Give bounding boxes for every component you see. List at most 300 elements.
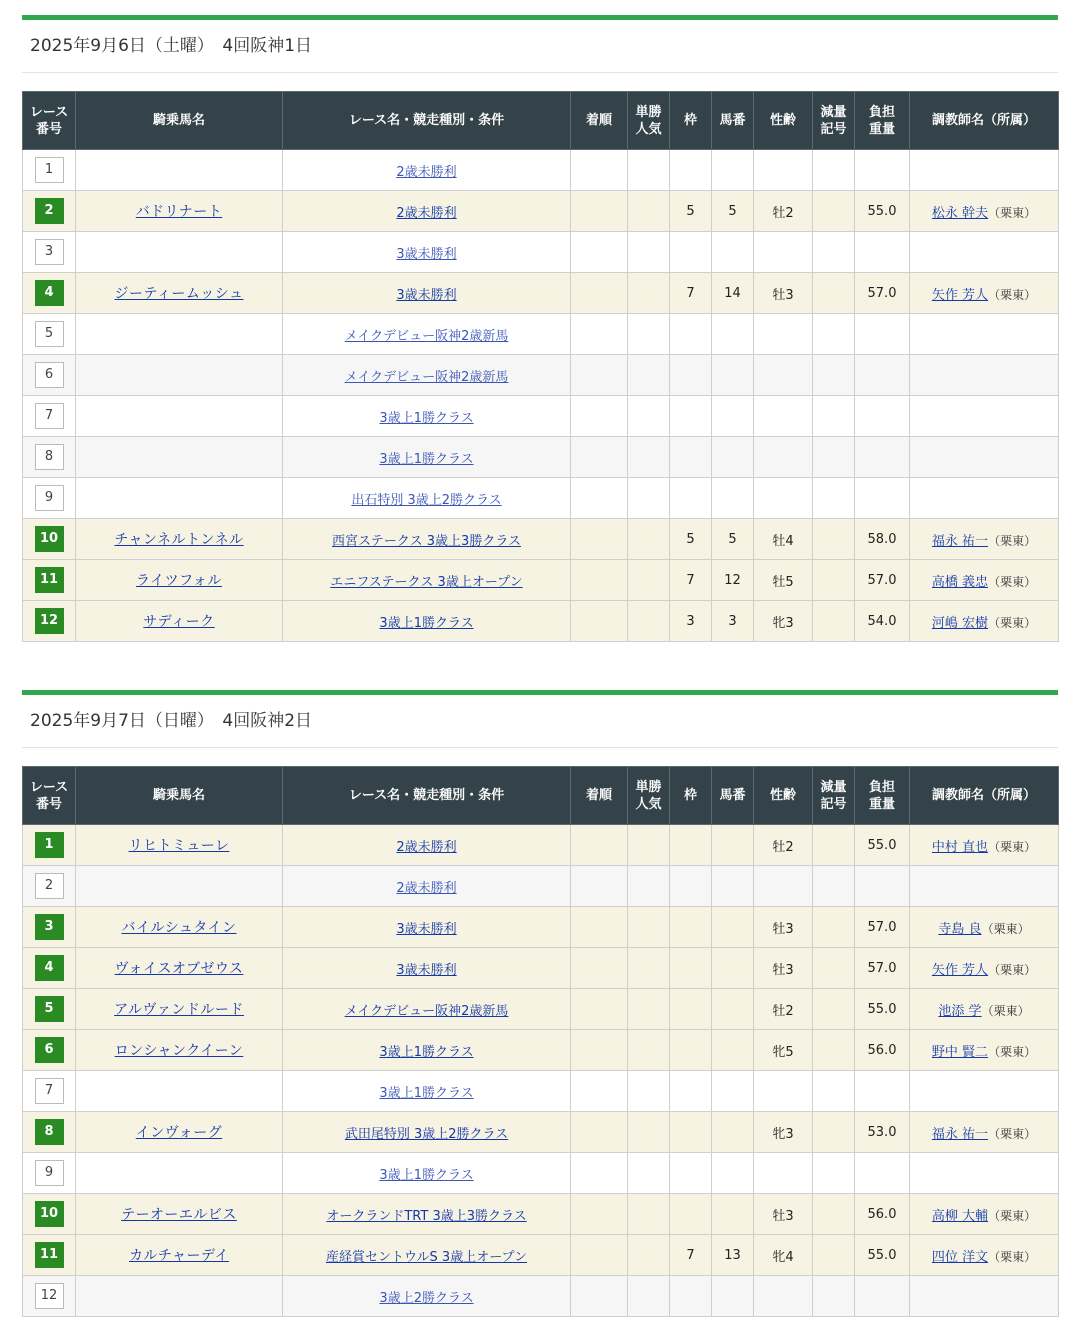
race-name-link[interactable]: 2歳未勝利 [396, 205, 457, 221]
race-number-cell [23, 825, 76, 866]
trainer-link[interactable]: 矢作 芳人 [931, 287, 989, 303]
popularity-cell [628, 150, 670, 191]
reduction-cell [813, 866, 855, 907]
horse-cell [76, 355, 283, 396]
trainer-cell [910, 478, 1059, 519]
horse-name-link[interactable]: ライツフォル [136, 573, 222, 589]
trainer-cell [910, 1071, 1059, 1112]
race-number-badge: 10 [35, 526, 64, 552]
race-row [23, 437, 1059, 478]
finish-cell [571, 1153, 628, 1194]
race-row [23, 150, 1059, 191]
sex-age-cell: 牡2 [754, 989, 813, 1030]
race-name-cell [283, 355, 571, 396]
race-name-cell [283, 948, 571, 989]
trainer-cell [910, 825, 1059, 866]
trainer-link[interactable]: 福永 祐一 [931, 533, 989, 549]
trainer-link[interactable]: 四位 洋文 [931, 1249, 989, 1265]
race-name-link[interactable]: 3歳未勝利 [396, 962, 457, 978]
waku-cell [670, 1153, 712, 1194]
horse-name-link[interactable]: ジーティームッシュ [114, 286, 244, 302]
weight-cell [855, 150, 910, 191]
trainer-cell [910, 1235, 1059, 1276]
reduction-cell [813, 1235, 855, 1276]
horse-name-link[interactable]: カルチャーデイ [128, 1248, 230, 1264]
waku-cell: 3 [670, 601, 712, 642]
race-name-link[interactable]: メイクデビュー阪神2歳新馬 [344, 1003, 509, 1019]
race-number-badge: 2 [35, 198, 64, 224]
umaban-cell [712, 1071, 754, 1112]
race-name-link[interactable]: 3歳上1勝クラス [379, 410, 474, 426]
trainer-cell [910, 191, 1059, 232]
reduction-cell [813, 1153, 855, 1194]
trainer-cell [910, 273, 1059, 314]
finish-cell [571, 437, 628, 478]
umaban-cell: 3 [712, 601, 754, 642]
race-name-cell [283, 1153, 571, 1194]
trainer-link[interactable]: 福永 祐一 [931, 1126, 989, 1142]
race-name-link[interactable]: オークランドTRT 3歳上3勝クラス [326, 1208, 527, 1224]
reduction-cell [813, 560, 855, 601]
race-row [23, 866, 1059, 907]
trainer-affiliation: （栗東） [988, 287, 1037, 302]
finish-cell [571, 907, 628, 948]
race-number-badge: 5 [35, 321, 64, 347]
race-number-badge: 2 [35, 873, 64, 899]
finish-cell [571, 948, 628, 989]
race-number-cell [23, 150, 76, 191]
race-name-link[interactable]: メイクデビュー阪神2歳新馬 [344, 328, 509, 344]
race-number-cell [23, 1276, 76, 1317]
trainer-affiliation: （栗東） [988, 205, 1037, 220]
umaban-cell: 14 [712, 273, 754, 314]
umaban-cell [712, 1276, 754, 1317]
umaban-cell [712, 1194, 754, 1235]
reduction-cell [813, 150, 855, 191]
popularity-cell [628, 355, 670, 396]
race-number-badge: 3 [35, 914, 64, 940]
waku-cell: 5 [670, 191, 712, 232]
umaban-cell [712, 437, 754, 478]
horse-cell [76, 273, 283, 314]
race-row [23, 396, 1059, 437]
trainer-cell [910, 150, 1059, 191]
umaban-cell [712, 1030, 754, 1071]
header-sex-age: 性齢 [754, 92, 813, 150]
header-reduction: 減量 記号 [813, 767, 855, 825]
race-name-cell [283, 1030, 571, 1071]
reduction-cell [813, 191, 855, 232]
race-number-cell [23, 601, 76, 642]
horse-name-link[interactable]: ロンシャンクイーン [114, 1043, 244, 1059]
horse-cell [76, 601, 283, 642]
umaban-cell [712, 1112, 754, 1153]
weight-cell [855, 1071, 910, 1112]
race-row [23, 1153, 1059, 1194]
trainer-link[interactable]: 河嶋 宏樹 [931, 615, 989, 631]
sex-age-cell [754, 478, 813, 519]
trainer-affiliation: （栗東） [988, 962, 1037, 977]
waku-cell [670, 150, 712, 191]
popularity-cell [628, 1112, 670, 1153]
race-number-badge: 12 [35, 608, 64, 634]
race-number-cell [23, 1194, 76, 1235]
horse-cell [76, 866, 283, 907]
trainer-cell [910, 437, 1059, 478]
trainer-cell [910, 948, 1059, 989]
horse-name-link[interactable]: アルヴァンドルード [114, 1002, 244, 1018]
race-number-cell [23, 989, 76, 1030]
waku-cell [670, 355, 712, 396]
trainer-cell [910, 314, 1059, 355]
race-table [22, 766, 1059, 1317]
trainer-link[interactable]: 寺島 良 [938, 921, 982, 937]
weight-cell [855, 437, 910, 478]
race-name-link[interactable]: メイクデビュー阪神2歳新馬 [344, 369, 509, 385]
race-number-badge: 3 [35, 239, 64, 265]
popularity-cell [628, 519, 670, 560]
race-name-cell [283, 989, 571, 1030]
race-name-link[interactable]: 産経賞セントウルS 3歳上オープン [325, 1249, 528, 1265]
weight-cell [855, 1153, 910, 1194]
finish-cell [571, 560, 628, 601]
waku-cell [670, 396, 712, 437]
sex-age-cell: 牝3 [754, 601, 813, 642]
sex-age-cell: 牡3 [754, 273, 813, 314]
race-number-badge: 1 [35, 832, 64, 858]
sex-age-cell [754, 396, 813, 437]
waku-cell: 7 [670, 273, 712, 314]
popularity-cell [628, 1276, 670, 1317]
race-number-badge: 4 [35, 955, 64, 981]
popularity-cell [628, 437, 670, 478]
trainer-cell [910, 1030, 1059, 1071]
race-name-link[interactable]: 3歳未勝利 [396, 921, 457, 937]
race-name-link[interactable]: 3歳上2勝クラス [379, 1290, 474, 1306]
umaban-cell [712, 907, 754, 948]
popularity-cell [628, 948, 670, 989]
trainer-link[interactable]: 高柳 大輔 [931, 1208, 989, 1224]
umaban-cell: 13 [712, 1235, 754, 1276]
sex-age-cell: 牡3 [754, 948, 813, 989]
race-name-link[interactable]: 3歳上1勝クラス [379, 1044, 474, 1060]
race-row [23, 478, 1059, 519]
race-row [23, 1235, 1059, 1276]
race-row [23, 601, 1059, 642]
horse-name-link[interactable]: インヴォーグ [135, 1125, 223, 1141]
race-name-link[interactable]: 2歳未勝利 [396, 839, 457, 855]
horse-name-link[interactable]: ヴォイスオブゼウス [114, 961, 244, 977]
race-number-badge: 12 [35, 1283, 64, 1309]
waku-cell [670, 989, 712, 1030]
sex-age-cell: 牡3 [754, 1194, 813, 1235]
trainer-cell [910, 1112, 1059, 1153]
finish-cell [571, 191, 628, 232]
sex-age-cell: 牡4 [754, 519, 813, 560]
sex-age-cell [754, 232, 813, 273]
trainer-affiliation: （栗東） [988, 615, 1037, 630]
race-row [23, 273, 1059, 314]
popularity-cell [628, 907, 670, 948]
horse-name-link[interactable]: チャンネルトンネル [114, 532, 244, 548]
umaban-cell [712, 355, 754, 396]
trainer-cell [910, 1153, 1059, 1194]
race-name-link[interactable]: 2歳未勝利 [396, 164, 457, 180]
trainer-cell [910, 519, 1059, 560]
popularity-cell [628, 232, 670, 273]
reduction-cell [813, 907, 855, 948]
trainer-link[interactable]: 野中 賢二 [931, 1044, 989, 1060]
weight-cell: 58.0 [855, 519, 910, 560]
race-number-badge: 5 [35, 996, 64, 1022]
horse-cell [76, 396, 283, 437]
day-section-1 [22, 15, 1058, 631]
reduction-cell [813, 948, 855, 989]
weight-cell [855, 1276, 910, 1317]
race-row [23, 989, 1059, 1030]
umaban-cell [712, 948, 754, 989]
reduction-cell [813, 601, 855, 642]
trainer-link[interactable]: 中村 直也 [931, 839, 989, 855]
popularity-cell [628, 601, 670, 642]
race-name-link[interactable]: 3歳上1勝クラス [379, 1085, 474, 1101]
trainer-cell [910, 355, 1059, 396]
trainer-affiliation: （栗東） [988, 1249, 1037, 1264]
race-number-cell [23, 1112, 76, 1153]
sex-age-cell [754, 1276, 813, 1317]
horse-cell [76, 232, 283, 273]
race-number-cell [23, 1071, 76, 1112]
finish-cell [571, 314, 628, 355]
popularity-cell [628, 478, 670, 519]
horse-cell [76, 314, 283, 355]
race-number-badge: 1 [35, 157, 64, 183]
race-number-cell [23, 232, 76, 273]
waku-cell [670, 437, 712, 478]
umaban-cell: 5 [712, 191, 754, 232]
finish-cell [571, 601, 628, 642]
race-table [22, 91, 1059, 642]
race-name-link[interactable]: 3歳未勝利 [396, 246, 457, 262]
trainer-affiliation: （栗東） [981, 1003, 1030, 1018]
race-name-cell [283, 396, 571, 437]
sex-age-cell [754, 437, 813, 478]
header-weight: 負担 重量 [855, 767, 910, 825]
umaban-cell [712, 1153, 754, 1194]
race-row [23, 907, 1059, 948]
race-number-badge: 11 [35, 1242, 64, 1268]
race-row [23, 355, 1059, 396]
finish-cell [571, 396, 628, 437]
header-popularity: 単勝 人気 [628, 767, 670, 825]
race-name-link[interactable]: 2歳未勝利 [396, 880, 457, 896]
finish-cell [571, 1276, 628, 1317]
umaban-cell [712, 314, 754, 355]
umaban-cell: 12 [712, 560, 754, 601]
sex-age-cell [754, 1071, 813, 1112]
race-row [23, 560, 1059, 601]
section-title: 2025年9月7日（日曜） 4回阪神2日 [22, 695, 1058, 748]
reduction-cell [813, 1276, 855, 1317]
umaban-cell [712, 825, 754, 866]
reduction-cell [813, 478, 855, 519]
sex-age-cell [754, 314, 813, 355]
race-number-badge: 11 [35, 567, 64, 593]
race-row [23, 1030, 1059, 1071]
race-name-link[interactable]: エニフステークス 3歳上オープン [330, 574, 523, 590]
header-umaban: 馬番 [712, 92, 754, 150]
horse-name-link[interactable]: サディーク [143, 614, 215, 630]
trainer-link[interactable]: 松永 幹夫 [931, 205, 989, 221]
race-name-link[interactable]: 3歳上1勝クラス [379, 451, 474, 467]
header-umaban: 馬番 [712, 767, 754, 825]
trainer-affiliation: （栗東） [988, 574, 1037, 589]
trainer-cell [910, 989, 1059, 1030]
day-section-2 [22, 690, 1058, 1306]
weight-cell: 57.0 [855, 560, 910, 601]
trainer-affiliation: （栗東） [988, 839, 1037, 854]
trainer-cell [910, 396, 1059, 437]
race-name-cell [283, 601, 571, 642]
section-title: 2025年9月6日（土曜） 4回阪神1日 [22, 20, 1058, 73]
umaban-cell [712, 396, 754, 437]
popularity-cell [628, 1153, 670, 1194]
popularity-cell [628, 273, 670, 314]
horse-cell [76, 907, 283, 948]
trainer-link[interactable]: 高橋 義忠 [931, 574, 989, 590]
race-row [23, 1276, 1059, 1317]
weight-cell: 55.0 [855, 825, 910, 866]
header-finish: 着順 [571, 92, 628, 150]
weight-cell [855, 478, 910, 519]
horse-cell [76, 1235, 283, 1276]
race-name-link[interactable]: 西宮ステークス 3歳上3勝クラス [332, 533, 521, 549]
waku-cell [670, 1071, 712, 1112]
horse-cell [76, 437, 283, 478]
header-race-no: レース 番号 [23, 767, 76, 825]
race-name-cell [283, 478, 571, 519]
weight-cell: 55.0 [855, 989, 910, 1030]
finish-cell [571, 355, 628, 396]
race-name-link[interactable]: 武田尾特別 3歳上2勝クラス [344, 1126, 509, 1142]
umaban-cell [712, 989, 754, 1030]
horse-cell [76, 191, 283, 232]
race-number-cell [23, 519, 76, 560]
race-number-cell [23, 478, 76, 519]
sex-age-cell [754, 866, 813, 907]
weight-cell: 57.0 [855, 907, 910, 948]
weight-cell: 55.0 [855, 1235, 910, 1276]
sex-age-cell: 牡2 [754, 191, 813, 232]
race-name-cell [283, 560, 571, 601]
weight-cell: 56.0 [855, 1194, 910, 1235]
weight-cell [855, 355, 910, 396]
race-name-link[interactable]: 出石特別 3歳上2勝クラス [351, 492, 502, 508]
horse-cell [76, 825, 283, 866]
race-name-link[interactable]: 3歳未勝利 [396, 287, 457, 303]
horse-name-link[interactable]: バドリナート [135, 204, 223, 220]
popularity-cell [628, 989, 670, 1030]
race-row [23, 232, 1059, 273]
popularity-cell [628, 1194, 670, 1235]
trainer-link[interactable]: 矢作 芳人 [931, 962, 989, 978]
waku-cell [670, 825, 712, 866]
finish-cell [571, 232, 628, 273]
finish-cell [571, 273, 628, 314]
trainer-affiliation: （栗東） [981, 921, 1030, 936]
horse-cell [76, 478, 283, 519]
waku-cell [670, 1030, 712, 1071]
race-number-cell [23, 355, 76, 396]
reduction-cell [813, 825, 855, 866]
trainer-cell [910, 232, 1059, 273]
popularity-cell [628, 1235, 670, 1276]
reduction-cell [813, 989, 855, 1030]
race-number-badge: 8 [35, 444, 64, 470]
finish-cell [571, 1030, 628, 1071]
race-number-cell [23, 1030, 76, 1071]
race-name-cell [283, 273, 571, 314]
umaban-cell [712, 866, 754, 907]
race-row [23, 314, 1059, 355]
sex-age-cell [754, 355, 813, 396]
race-number-cell [23, 866, 76, 907]
reduction-cell [813, 355, 855, 396]
finish-cell [571, 1194, 628, 1235]
race-name-cell [283, 825, 571, 866]
popularity-cell [628, 396, 670, 437]
race-number-badge: 7 [35, 403, 64, 429]
horse-name-link[interactable]: テーオーエルビス [121, 1207, 237, 1223]
horse-name-link[interactable]: リヒトミューレ [128, 838, 230, 854]
trainer-cell [910, 601, 1059, 642]
race-number-cell [23, 1153, 76, 1194]
race-name-cell [283, 437, 571, 478]
race-name-cell [283, 1071, 571, 1112]
race-name-cell [283, 314, 571, 355]
race-name-link[interactable]: 3歳上1勝クラス [379, 615, 474, 631]
sex-age-cell: 牡5 [754, 560, 813, 601]
trainer-link[interactable]: 池添 学 [938, 1003, 982, 1019]
horse-cell [76, 1030, 283, 1071]
race-row [23, 1112, 1059, 1153]
weight-cell [855, 396, 910, 437]
race-number-cell [23, 191, 76, 232]
sex-age-cell: 牝3 [754, 1112, 813, 1153]
race-number-cell [23, 273, 76, 314]
finish-cell [571, 825, 628, 866]
race-number-badge: 6 [35, 362, 64, 388]
race-name-cell [283, 519, 571, 560]
umaban-cell [712, 478, 754, 519]
race-row [23, 1194, 1059, 1235]
trainer-cell [910, 1194, 1059, 1235]
waku-cell [670, 314, 712, 355]
horse-name-link[interactable]: バイルシュタイン [121, 920, 237, 936]
header-waku: 枠 [670, 767, 712, 825]
race-name-link[interactable]: 3歳上1勝クラス [379, 1167, 474, 1183]
race-name-cell [283, 1194, 571, 1235]
finish-cell [571, 1235, 628, 1276]
horse-cell [76, 1194, 283, 1235]
sex-age-cell: 牝4 [754, 1235, 813, 1276]
horse-cell [76, 560, 283, 601]
trainer-cell [910, 560, 1059, 601]
waku-cell [670, 1276, 712, 1317]
weight-cell: 53.0 [855, 1112, 910, 1153]
reduction-cell [813, 396, 855, 437]
race-row [23, 948, 1059, 989]
